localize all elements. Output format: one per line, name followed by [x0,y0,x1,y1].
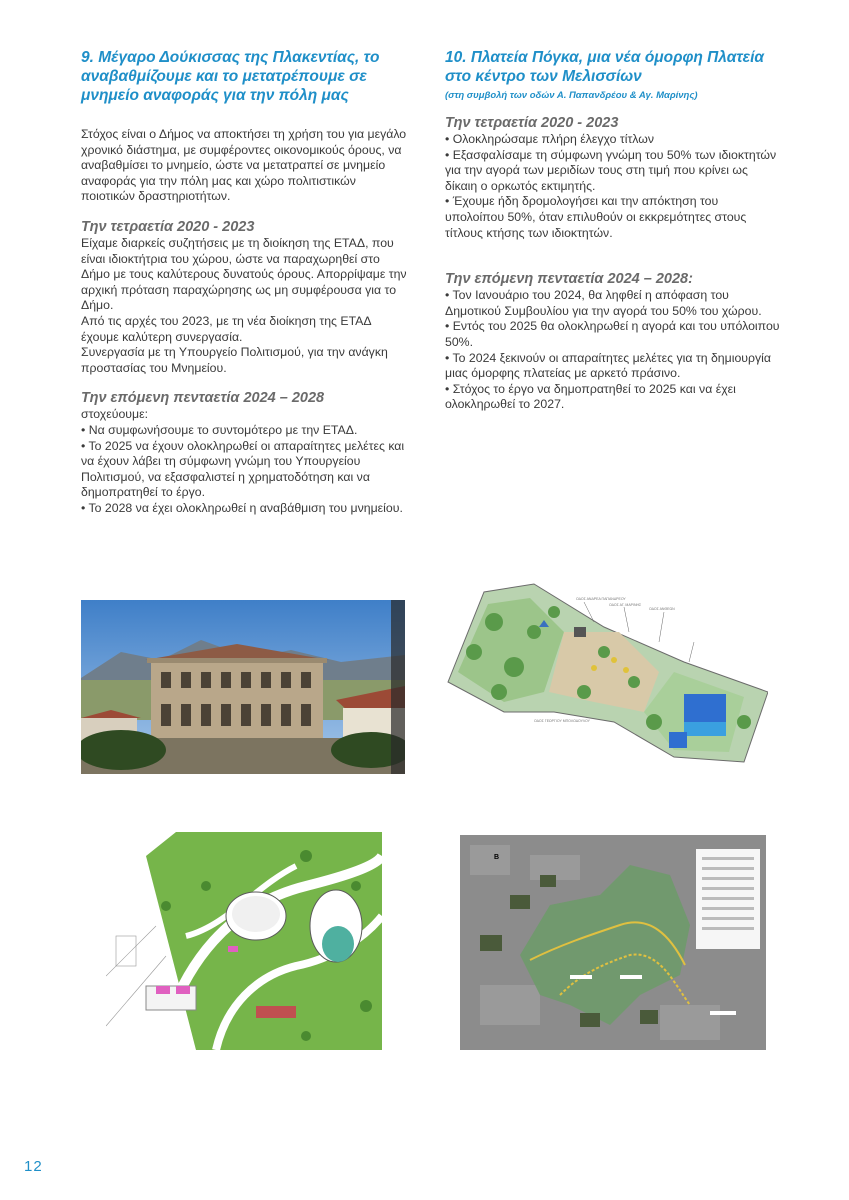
section-9-period2-item: • Το 2028 να έχει ολοκληρωθεί η αναβάθμιση του μνημείου. [81,500,403,515]
section-9-period1-item: Συνεργασία με τη Υπουργείο Πολιτισμού, για την ανάγκη προστασίας του Μνημείου. [81,345,388,375]
section-9-period2-item: • Το 2025 να έχουν ολοκληρωθεί οι απαραίτητες μελέτες και να έχουν λάβει τη σύμφωνη γνώμη του Υπουργείου Πολιτισμού, να εξασφαλιστεί η χρηματοδότηση και να δημοπρατηθεί το έργο. [81,438,405,500]
svg-text:B: B [494,854,500,861]
section-9-period1-item: Είχαμε διαρκείς συζητήσεις με τη διοίκηση της ΕΤΑΔ, που είναι ιδιοκτήτρια του χώρου, ώστε να παραχωρηθεί στο Δήμο με τους καλύτερους δυνατούς όρους. Απορρίψαμε την αρχική πρόταση παραχώρησης ως μη συμφέρουσα για το Δήμο. [81,235,407,313]
section-10-period2-item: • Τον Ιανουάριο του 2024, θα ληφθεί η απόφαση του Δημοτικού Συμβουλίου για την αγορά του 50% του χώρου. [445,288,762,318]
section-10-period1-item: • Εξασφαλίσαμε τη σύμφωνη γνώμη του 50% των ιδιοκτητών για την αγορά των μεριδίων τους στη τιμή που κρίνει ως δίκαιη ο ορκωτός εκτιμητής. [445,147,777,193]
section-9-title: 9. Μέγαρο Δούκισσας της Πλακεντίας, το αναβαθμίζουμε και το μετατρέπουμε σε μνημείο αναφοράς για την πόλη μας [81,49,380,104]
section-10-period2-item: • Στόχος το έργο να δημοπρατηθεί το 2025 και να έχει ολοκληρωθεί το 2027. [445,381,736,412]
square-site-plan [444,572,768,772]
section-10-title: 10. Πλατεία Πόγκα, μια νέα όμορφη Πλατεία στο κέντρο των Μελισσίων [445,49,764,85]
section-9-period2-item: • Να συμφωνήσουμε το συντομότερο με την ΕΤΑΔ. [81,422,358,437]
section-10-period1-heading: Την τετραετία 2020 - 2023 [445,115,619,131]
left-column [81,48,411,516]
section-10-period1-item: • Ολοκληρώσαμε πλήρη έλεγχο τίτλων [445,132,655,146]
section-9-intro: Στόχος είναι ο Δήμος να αποκτήσει τη χρήση του για μεγάλο χρονικό διάστημα, με συμφέροντες οικονομικούς όρους, να αναβαθμίσει το μνημείο, ώστε να μετατραπεί σε μνημείο αναφοράς για την πόλη μας και χώρο πολιτιστικών ποιοτικών δραστηριοτήτων. [81,127,407,204]
section-10-period2-heading: Την επόμενη πενταετία 2024 – 2028: [445,271,693,288]
mansion-photo [81,600,405,774]
svg-text:ΟΔΟΣ ΑΝΘΕΩΝ: ΟΔΟΣ ΑΝΘΕΩΝ [649,607,675,611]
svg-text:ΟΔΟΣ ΑΓ. ΜΑΡΙΝΗΣ: ΟΔΟΣ ΑΓ. ΜΑΡΙΝΗΣ [609,603,642,607]
svg-text:ΟΔΟΣ ΓΕΩΡΓΙΟΥ ΜΠΟΛΟΔΟΥΛΟΥ: ΟΔΟΣ ΓΕΩΡΓΙΟΥ ΜΠΟΛΟΔΟΥΛΟΥ [534,719,590,723]
svg-text:ΟΔΟΣ ΑΝΔΡΕΑ ΠΑΠΑΝΔΡΕΟΥ: ΟΔΟΣ ΑΝΔΡΕΑ ΠΑΠΑΝΔΡΕΟΥ [576,597,626,601]
page-number: 12 [24,1158,43,1175]
mansion-landscape-plan [106,826,382,1050]
section-9-period2-lead: στοχεύουμε: [81,407,148,422]
section-9-period2-heading: Την επόμενη πενταετία 2024 – 2028 [81,390,325,407]
aerial-route-map [460,835,766,1050]
section-10-subtitle: (στη συμβολή των οδών Α. Παπανδρέου & Αγ. Μαρίνης) [445,90,698,101]
section-9-period1-heading: Την τετραετία 2020 - 2023 [81,218,255,235]
section-9-period1-item: Από τις αρχές του 2023, με τη νέα διοίκηση της ΕΤΑΔ έχουμε καλύτερη συνεργασία. [81,313,371,344]
section-10-period1-item: • Έχουμε ήδη δρομολογήσει και την απόκτηση του υπολοίπου 50%, όταν επιλυθούν οι εκκρεμότητες στους τίτλους κτήσης των ιδιοκτητών. [445,194,747,240]
section-10-period2-item: • Το 2024 ξεκινούν οι απαραίτητες μελέτες για τη δημιουργία μιας όμορφης πλατείας με αρκετό πράσινο. [445,350,772,381]
section-10-period2-item: • Εντός του 2025 θα ολοκληρωθεί η αγορά και του υπόλοιπου 50%. [445,319,780,349]
right-column [445,48,780,413]
